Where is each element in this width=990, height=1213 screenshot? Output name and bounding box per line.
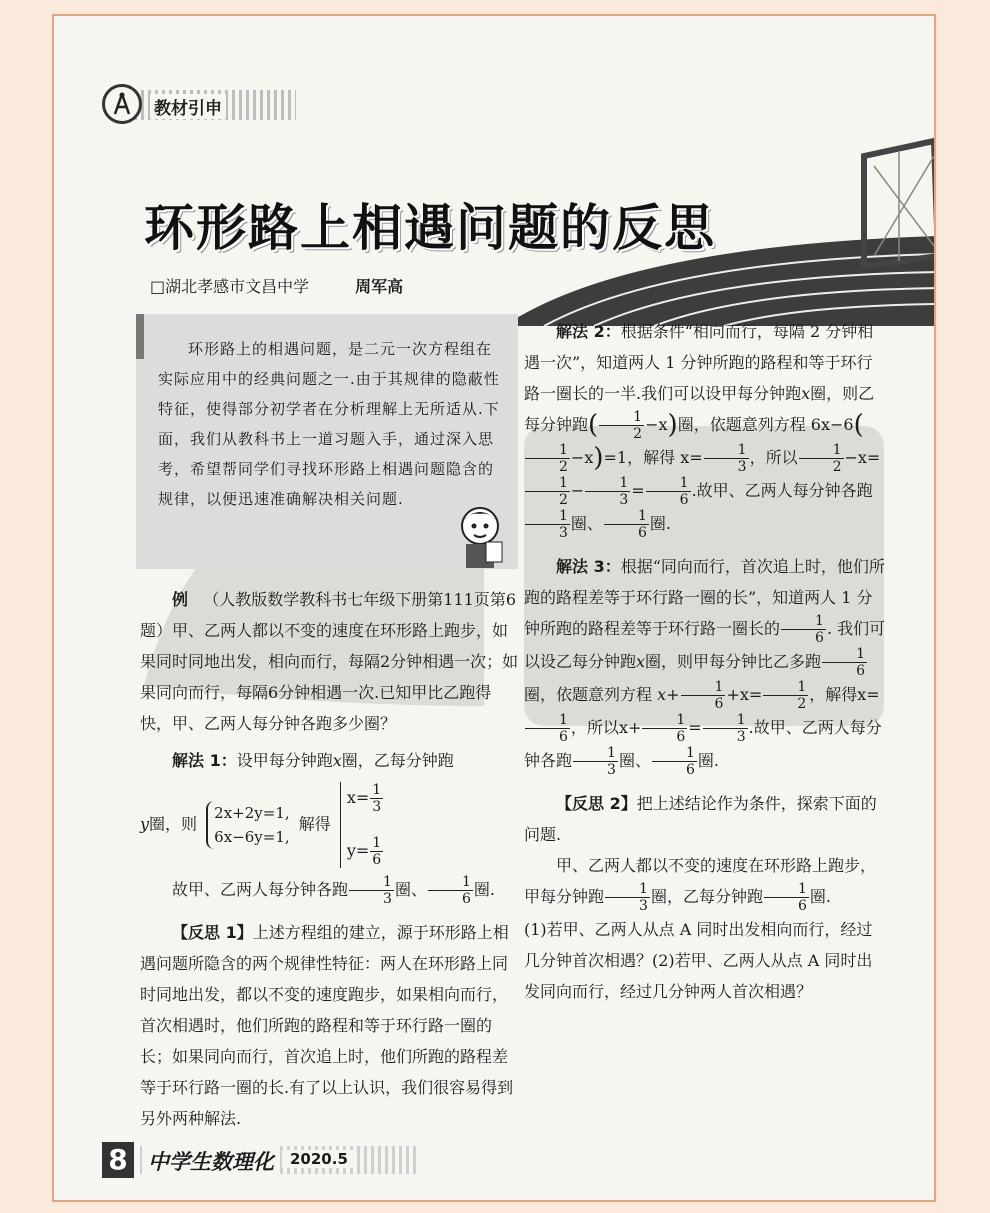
page-number: 8 [102,1142,134,1178]
left-column [140,584,520,1134]
example-paragraph: 例 （人教版数学教科书七年级下册第111页第6题）甲、乙两人都以不变的速度在环形路上跑步，如果同时同地出发，相向而行，每隔2分钟相遇一次；如果同向而行，每隔6分钟相遇一次.已知甲比乙跑得快，甲、乙两人每分钟各跑多少圈？ [140,590,519,733]
solution-2: 解法 2：根据条件“相向而行，每隔 2 分钟相遇一次”，知道两人 1 分钟所跑的路程和等于环行路一圈长的一半.我们可以设甲每分钟跑x圈，则乙每分钟跑( $\frac{1}{2}$ −x)圈，依题意列方程 6x−6( $\frac{1}{2}$ −x)=1，解得 x= $\frac{1}{3}$ ，所以 $\frac{1}{2}$ −x= $\frac{1}{2}$ − $\frac{1}{3}$ = $\frac{1}{6}$ .故甲、乙两人每分钟各跑 $\frac{1}{3}$ 圈、 $\frac{1}{6}$ 圈. [524,322,881,541]
solution-1: 解法 1：设甲每分钟跑x圈，乙每分钟跑 [172,751,454,770]
byline [150,274,403,297]
page-footer [102,1142,402,1178]
solution-system: x= $\frac{1}{3}$ y= $\frac{1}{6}$ [340,782,384,868]
issue-number: 2020.5 [282,1150,356,1168]
reflection-2: 【反思 2】把上述结论作为条件，探索下面的问题. [524,794,877,844]
equation-system: 2x+2y=1, 6x−6y=1, [206,801,289,849]
author-name: 周军高 [355,277,404,296]
section-tag-label: 教材引申 [150,94,226,119]
section-tag [102,84,292,124]
magazine-page [52,14,936,1202]
solution-1-conclusion: 故甲、乙两人每分钟各跑 $\frac{1}{3}$ 圈、 $\frac{1}{6}$ 圈. [172,874,495,907]
solution-1-system: y圈，则 2x+2y=1, 6x−6y=1, 解得 x= $\frac{1}{3}$ y= $\frac{1}{6}$ [140,782,520,868]
magazine-banner [140,1146,420,1174]
reflection-1: 【反思 1】上述方程组的建立，源于环形路上相遇问题所隐含的两个规律性特征：两人在环形路上同时同地出发，都以不变的速度跑步，如果相向而行，首次相遇时，他们所跑的路程和等于环行路一圈的长；如果同向而行，首次追上时，他们所跑的路程差等于环行路一圈的长.有了以上认识，我们很容易得到另外两种解法. [140,923,514,1128]
solution-3: 解法 3：根据“同向而行，首次追上时，他们所跑的路程差等于环行路一圈的长”，知道两人 1 分钟所跑的路程差等于环行路一圈长的 $\frac{1}{6}$ . 我们可以设乙每分钟跑x圈，则甲每分钟比乙多跑 $\frac{1}{6}$ 圈，依题意列方程 x+ $\frac{1}{6}$ +x= $\frac{1}{2}$ ，解得x= $\frac{1}{6}$ ，所以x+ $\frac{1}{6}$ = $\frac{1}{3}$ .故甲、乙两人每分钟各跑 $\frac{1}{3}$ 圈、 $\frac{1}{6}$ 圈. [524,557,886,778]
abstract-text: 环形路上的相遇问题，是二元一次方程组在实际应用中的经典问题之一.由于其规律的隐蔽性特征，使得部分初学者在分析理解上无所适从.下面，我们从教科书上一道习题入手，通过深入思考，希望帮同学们寻找环形路上相遇问题隐含的规律，以便迅速准确解决相关问题. [158,340,500,508]
problem-statement: 甲、乙两人都以不变的速度在环形路上跑步，甲每分钟跑 $\frac{1}{3}$ 圈，乙每分钟跑 $\frac{1}{6}$ 圈. [524,856,877,914]
problem-questions: (1)若甲、乙两人从点 A 同时出发相向而行，经过几分钟首次相遇？(2)若甲、乙两人从点 A 同时出发同向而行，经过几分钟两人首次相遇？ [524,920,873,1001]
student-cartoon-icon [452,504,512,570]
compass-icon [102,84,142,124]
magazine-name: 中学生数理化 [142,1146,280,1176]
affiliation: □湖北孝感市文昌中学 [150,277,310,296]
right-column [524,316,886,1007]
article-title: 环形路上相遇问题的反思 [144,199,716,257]
